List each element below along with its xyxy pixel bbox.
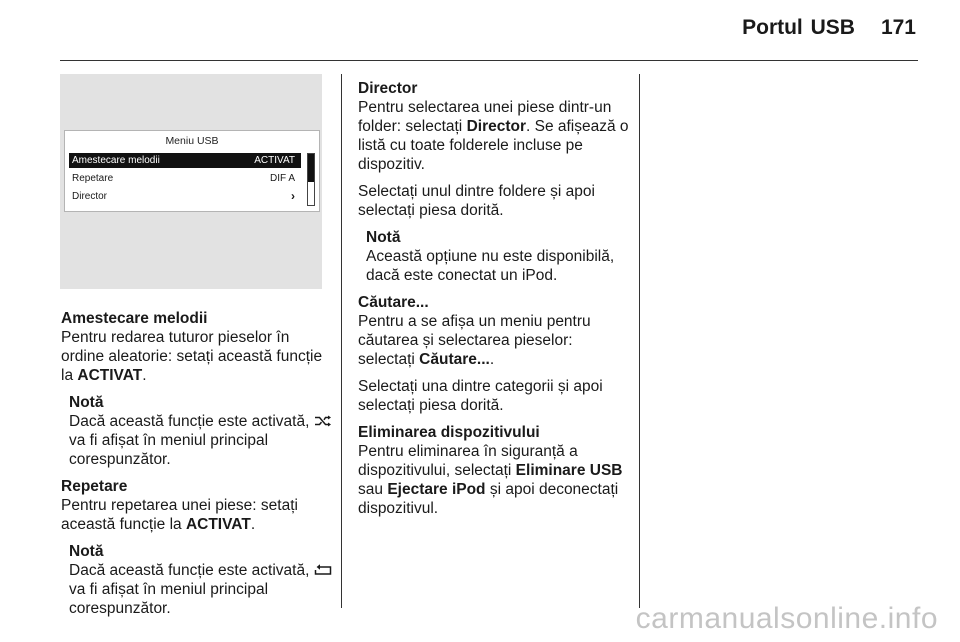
text: Pentru selectarea unei piese dintr-un folder: selectați [358, 99, 612, 135]
text: va fi afișat în meniul principal corespunzător. [69, 432, 269, 468]
page-number: 171 [880, 16, 916, 39]
heading-remove-device: Eliminarea dispozitivului [358, 424, 540, 441]
text: va fi afișat în meniul principal corespunzător. [69, 581, 269, 617]
scrollbar [307, 153, 315, 206]
heading-search: Căutare... [358, 294, 429, 311]
menu-row-label: Amestecare melodii [72, 155, 160, 166]
page-header [742, 16, 916, 40]
note-label: Notă [69, 543, 104, 560]
paragraph-shuffle [61, 328, 333, 385]
paragraph-search-2: Selectați una dintre categorii și apoi selectați piesa dorită. [358, 378, 603, 414]
bold-term: Eliminare USB [515, 462, 623, 479]
note-label: Notă [69, 394, 104, 411]
column-1 [61, 309, 333, 626]
usb-menu-illustration [60, 74, 322, 289]
note-text [69, 561, 333, 618]
scrollbar-thumb [308, 154, 314, 182]
section-title: Portul USB [742, 16, 855, 39]
bold-term: Ejectare iPod [387, 481, 486, 498]
column-divider-1 [341, 74, 342, 608]
heading-director: Director [358, 80, 418, 97]
menu-row-shuffle [69, 153, 301, 168]
watermark: carmanualsonline.info [635, 602, 938, 635]
text: . [142, 367, 147, 384]
text: . Se afișează o listă cu toate folderele incluse pe dispozitiv. [358, 118, 629, 173]
text: Pentru repetarea unei piese: setați această funcție la [61, 497, 298, 533]
text: Pentru eliminarea în siguranță a dispozitivului, selectați [358, 443, 578, 479]
display-screen [64, 130, 320, 212]
repeat-icon [314, 562, 332, 579]
menu-row-value: DIF A [269, 173, 295, 184]
bold-term: ACTIVAT [77, 367, 143, 384]
text: Dacă această funcție este activată, [69, 413, 314, 430]
bold-term: ACTIVAT [185, 516, 251, 533]
text: . [489, 351, 495, 368]
column-2 [358, 79, 630, 526]
paragraph-director [358, 98, 630, 174]
heading-repeat: Repetare [61, 478, 128, 495]
note-text: Această opțiune nu este disponibilă, dacă este conectat un iPod. [366, 248, 615, 284]
paragraph-repeat [61, 496, 333, 534]
paragraph-remove-device [358, 442, 630, 518]
text: Pentru redarea tuturor pieselor în ordine aleatorie: setați această funcție la [61, 329, 323, 384]
bold-term: Director [466, 118, 526, 135]
paragraph-search [358, 312, 630, 369]
text: Pentru a se afișa un meniu pentru căutarea și selectarea pieselor: selectați [358, 313, 591, 368]
menu-row-director [69, 189, 301, 204]
text: . [250, 516, 256, 533]
note-text [69, 412, 333, 469]
chevron-right-icon: › [291, 189, 295, 203]
note-repeat [69, 542, 333, 618]
paragraph-director-2: Selectați unul dintre foldere și apoi selectați piesa dorită. [358, 183, 595, 219]
menu-row-label: Repetare [72, 173, 114, 184]
menu-row-value: ACTIVAT [254, 155, 295, 166]
column-divider-2 [639, 74, 640, 608]
bold-term: Căutare... [419, 351, 490, 368]
menu-row-repeat [69, 171, 301, 186]
note-shuffle [69, 393, 333, 469]
text: Dacă această funcție este activată, [69, 562, 314, 579]
note-label: Notă [366, 229, 401, 246]
header-rule [60, 60, 918, 61]
note-director [366, 228, 630, 285]
text: și apoi deconectați dispozitivul. [358, 481, 619, 517]
shuffle-icon [314, 413, 332, 430]
heading-shuffle: Amestecare melodii [61, 310, 208, 327]
text: sau [358, 481, 388, 498]
menu-row-label: Director [72, 191, 108, 202]
menu-title: Meniu USB [165, 135, 219, 147]
